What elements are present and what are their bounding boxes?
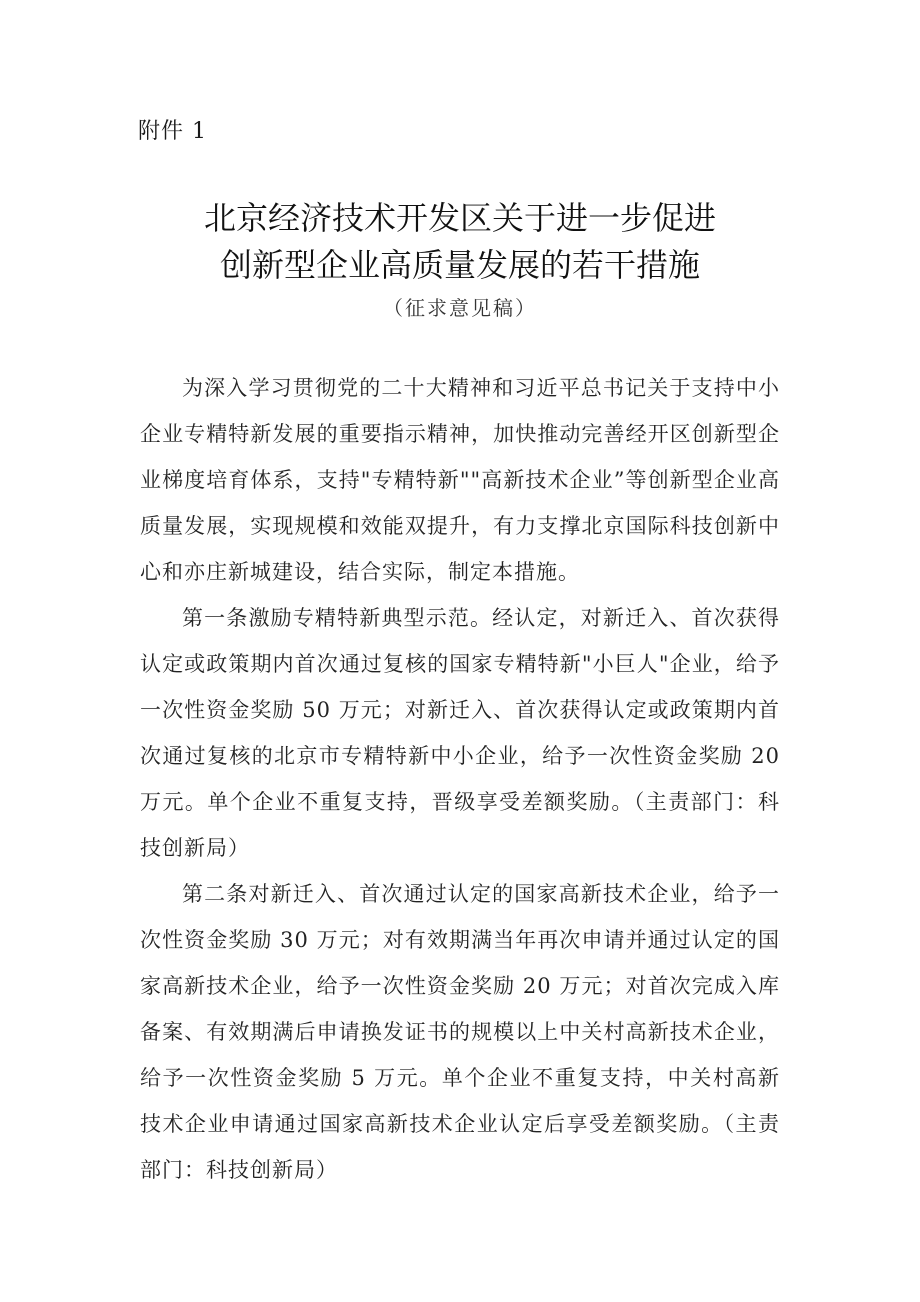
document-title-line-2: 创新型企业高质量发展的若干措施 [219,246,700,284]
attachment-label: 附件 1 [138,119,207,144]
document-subtitle: （征求意见稿） [383,296,537,320]
document-body [140,365,780,1193]
document-title-line-1: 北京经济技术开发区关于进一步促进 [203,199,716,237]
article-1-paragraph: 第一条激励专精特新典型示范。经认定，对新迁入、首次获得认定或政策期内首次通过复核的国家专精特新"小巨人"企业，给予一次性资金奖励 50 万元；对新迁入、首次获得认定或政策期内首次通过复核的北京市专精特新中小企业，给予一次性资金奖励 20 万元。单个企业不重复支持，晋级享受差额奖励。（主责部门：科技创新局） [140,606,780,860]
article-2-paragraph: 第二条对新迁入、首次通过认定的国家高新技术企业，给予一次性资金奖励 30 万元；对有效期满当年再次申请并通过认定的国家高新技术企业，给予一次性资金奖励 20 万元；对首次完成入库备案、有效期满后申请换发证书的规模以上中关村高新技术企业，给予一次性资金奖励 5 万元。单个企业不重复支持，中关村高新技术企业申请通过国家高新技术企业认定后享受差额奖励。（主责部门：科技创新局） [140,882,780,1182]
intro-paragraph: 为深入学习贯彻党的二十大精神和习近平总书记关于支持中小企业专精特新发展的重要指示精神，加快推动完善经开区创新型企业梯度培育体系，支持"专精特新""高新技术企业”等创新型企业高质量发展，实现规模和效能双提升，有力支撑北京国际科技创新中心和亦庄新城建设，结合实际，制定本措施。 [140,376,780,584]
